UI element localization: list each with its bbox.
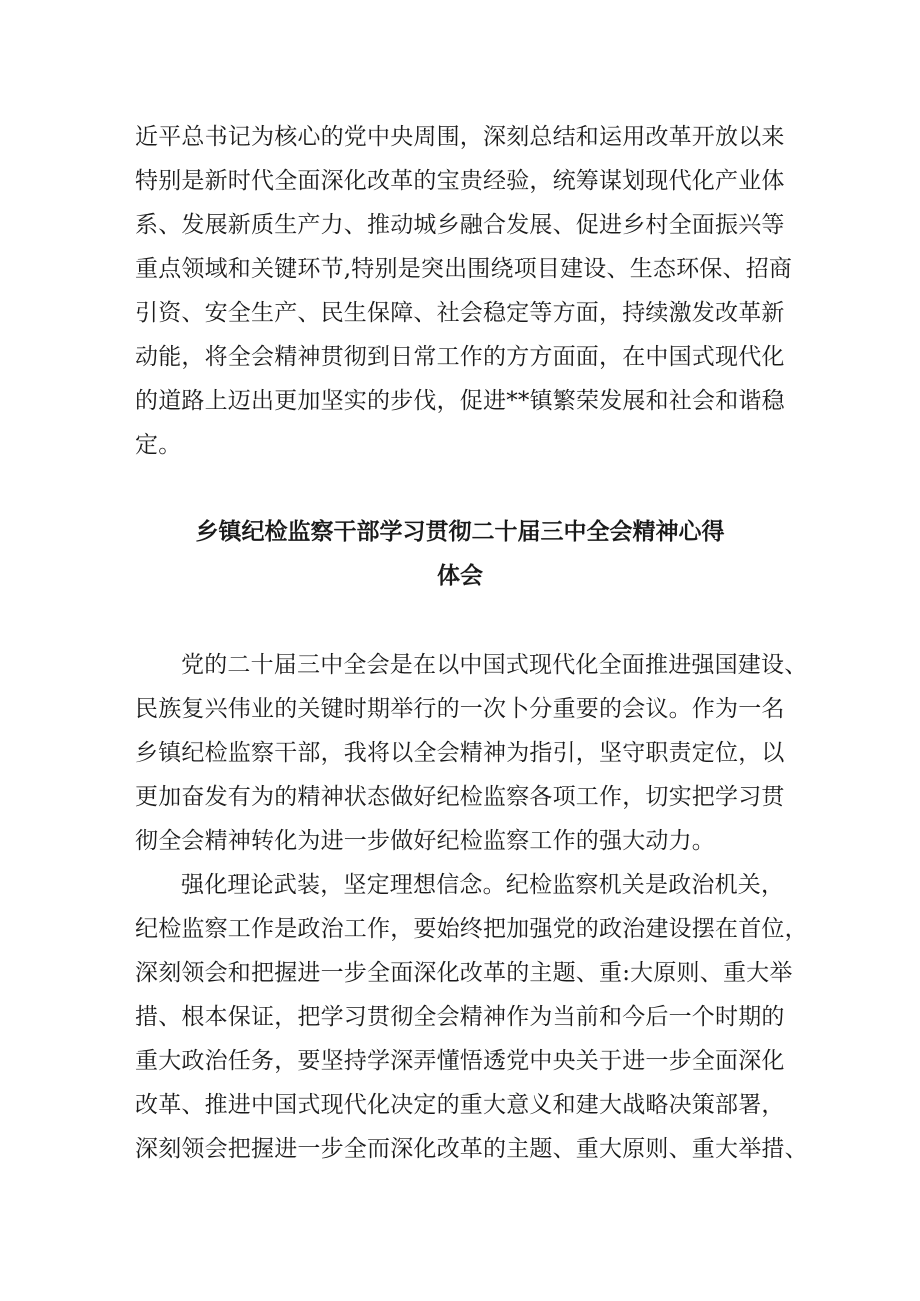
paragraph1-line-3: 乡镇纪检监察干部，我将以全会精神为指引，坚守职责定位，以: [135, 740, 785, 766]
paragraph1-line-4: 更加奋发有为的精神状态做好纪检监察各项工作，切实把学习贯: [135, 784, 785, 810]
article-title-line-1: 乡镇纪检监察干部学习贯彻二十届三中全会精神心得: [195, 519, 725, 545]
article-paragraph-1: [135, 643, 808, 863]
intro-line-5: 引资、安全生产、民生保障、社会稳定等方面，持续激发改革新: [135, 300, 785, 326]
article-title-line-2: 体会: [437, 563, 483, 589]
paragraph2-line-3: 深刻领会和把握进一步全面深化改革的主题、重:大原则、重大举: [135, 960, 793, 986]
intro-paragraph: [135, 115, 795, 467]
paragraph2-line-2: 纪检监察工作是政治工作，要始终把加强党的政治建设摆在首位，: [135, 916, 808, 942]
paragraph2-line-5: 重大政治任务，要坚持学深弄懂悟透党中央关于进一步全面深化: [135, 1048, 785, 1074]
intro-line-7: 的道路上迈出更加坚实的步伐，促进**镇繁荣发展和社会和谐稳: [135, 388, 785, 414]
intro-line-6: 动能，将全会精神贯彻到日常工作的方方面面，在中国式现代化: [135, 344, 785, 370]
intro-line-1: 近平总书记为核心的党中央周围，深刻总结和运用改革开放以来: [135, 124, 785, 150]
paragraph1-line-2: 民族复兴伟业的关键时期举行的一次卜分重要的会议。作为一名: [135, 696, 785, 722]
paragraph2-line-7: 深刻领会把握进一步全而深化改革的主题、重大原则、重大举措、: [135, 1136, 808, 1162]
intro-line-3: 系、发展新质生产力、推动城乡融合发展、促进乡村全面振兴等: [135, 212, 785, 238]
paragraph2-line-6: 改革、推进中国式现代化决定的重大意义和建大战略决策部署，: [135, 1092, 785, 1118]
intro-line-2: 特别是新时代全面深化改革的宝贵经验，统筹谋划现代化产业体: [135, 168, 785, 194]
paragraph2-line-4: 措、根本保证，把学习贯彻全会精神作为当前和今后一个时期的: [135, 1004, 785, 1030]
article-paragraph-2: [135, 863, 808, 1171]
paragraph2-line-1: 强化理论武装，坚定理想信念。纪检监察机关是政治机关，: [181, 872, 785, 898]
intro-line-8: 定。: [135, 432, 182, 458]
intro-line-4: 重点领域和关键环节,特别是突出围绕项目建设、生态环保、招商: [135, 256, 793, 282]
paragraph1-line-1: 党的二十届三中全会是在以中国式现代化全面推进强国建设、: [181, 652, 808, 678]
paragraph1-line-5: 彻全会精神转化为进一步做好纪检监察工作的强大动力。: [135, 828, 715, 854]
